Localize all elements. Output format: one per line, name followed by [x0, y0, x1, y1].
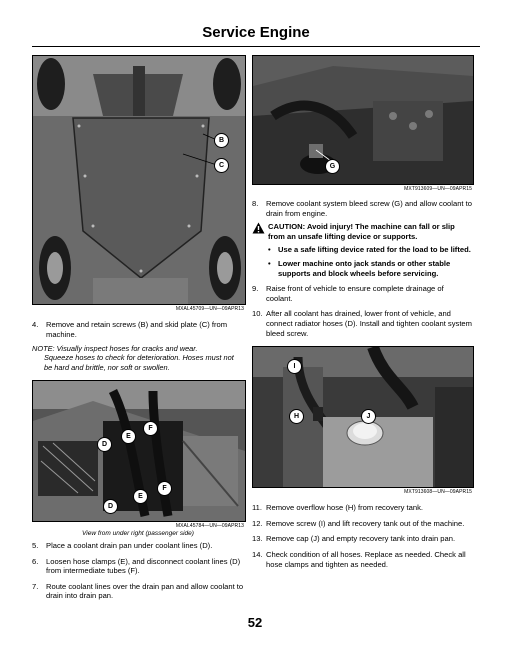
step-number: 5. — [32, 541, 39, 551]
callout-f-bottom: F — [157, 481, 172, 496]
step-8 — [252, 199, 472, 218]
bullet-text: Lower machine onto jack stands or other stable supports and block wheels before servicing. — [278, 258, 451, 278]
callout-f-top: F — [143, 421, 158, 436]
page-title: Service Engine — [202, 24, 310, 41]
callout-b: B — [214, 133, 229, 148]
left-column — [32, 55, 244, 601]
step-5 — [32, 541, 244, 551]
step-9 — [252, 284, 472, 303]
step-13 — [252, 534, 472, 544]
note-first-line: NOTE: Visually inspect hoses for cracks and wear. — [32, 344, 198, 354]
underside-photo — [32, 55, 246, 305]
step-number: 7. — [32, 581, 39, 591]
page-header — [32, 20, 480, 47]
step-number: 10. — [252, 309, 263, 319]
step-4 — [32, 320, 244, 339]
step-text: Remove cap (J) and empty recovery tank into drain pan. — [266, 534, 456, 544]
underside-ref-code: MXAL45709—UN—09APR13 — [175, 306, 244, 312]
bullet-item — [252, 259, 472, 278]
step-number: 6. — [32, 556, 39, 566]
step-10 — [252, 309, 472, 338]
right-column — [252, 55, 472, 569]
callout-e-bottom: E — [133, 489, 148, 504]
recovery-tank-photo — [252, 346, 474, 488]
bullet-dot-icon: • — [268, 245, 271, 255]
callout-c: C — [214, 158, 229, 173]
hoses-caption: View from under right (passenger side) — [82, 530, 194, 538]
hoses-ref-code: MXAL45784—UN—09APR13 — [175, 523, 244, 530]
bullet-dot-icon: • — [268, 258, 271, 268]
step-number: 12. — [252, 518, 263, 528]
caution-block — [252, 222, 472, 241]
step-text: Remove coolant system bleed screw (G) and allow coolant to drain from engine. — [266, 199, 472, 218]
step-7 — [32, 582, 244, 601]
hoses-photo — [32, 380, 246, 522]
step-text: Remove overflow hose (H) from recovery tank. — [266, 503, 423, 513]
step-text: Remove screw (I) and lift recovery tank out of the machine. — [266, 518, 465, 528]
step-text: Route coolant lines over the drain pan and allow coolant to drain into drain pan. — [46, 581, 244, 601]
step-text: Check condition of all hoses. Replace as needed. Check all hose clamps and tighten as needed. — [266, 549, 466, 569]
callout-d-bottom: D — [103, 499, 118, 514]
step-text: Remove and retain screws (B) and skid plate (C) from machine. — [46, 320, 228, 339]
callout-e-top: E — [121, 429, 136, 444]
caution-text: CAUTION: Avoid injury! The machine can fall or slip from an unsafe lifting device or supports. — [268, 222, 455, 241]
step-12 — [252, 519, 472, 529]
callout-h: H — [289, 409, 304, 424]
step-number: 8. — [252, 199, 259, 208]
bleed-ref-code: MXT913609—UN—09APR15 — [404, 186, 472, 192]
step-14 — [252, 550, 472, 569]
step-11 — [252, 503, 472, 513]
callout-g: G — [325, 159, 340, 174]
step-number: 9. — [252, 284, 259, 294]
bleed-screw-photo — [252, 55, 474, 185]
step-number: 13. — [252, 534, 263, 544]
step-text: Raise front of vehicle to ensure complete drainage of coolant. — [266, 284, 444, 303]
step-6 — [32, 557, 244, 576]
page-number: 52 — [247, 615, 263, 630]
step-text: Place a coolant drain pan under coolant lines (D). — [46, 541, 213, 551]
bleed-screw-illustration — [253, 56, 473, 184]
callout-i: I — [287, 359, 302, 374]
step-text: Loosen hose clamps (E), and disconnect coolant lines (D) from intermediate tubes (F). — [46, 556, 241, 576]
bullet-item — [252, 245, 472, 255]
step-number: 11. — [252, 503, 262, 513]
step-number: 4. — [32, 320, 39, 329]
note-block — [32, 344, 244, 372]
warning-triangle-icon — [252, 222, 268, 241]
callout-j: J — [361, 409, 376, 424]
step-number: 14. — [252, 549, 263, 559]
note-rest: Squeeze hoses to check for deterioration. Hoses must not be hard and brittle, nor soft or swollen. — [44, 353, 234, 372]
underside-illustration — [33, 56, 245, 304]
tank-ref-code: MXT913608—UN—09APR15 — [404, 489, 472, 496]
step-text: After all coolant has drained, lower front of vehicle, and connect radiator hoses (D). Install and tighten coolant system bleed screw. — [266, 309, 472, 338]
bullet-text: Use a safe lifting device rated for the load to be lifted. — [278, 245, 471, 255]
callout-d-top: D — [97, 437, 112, 452]
